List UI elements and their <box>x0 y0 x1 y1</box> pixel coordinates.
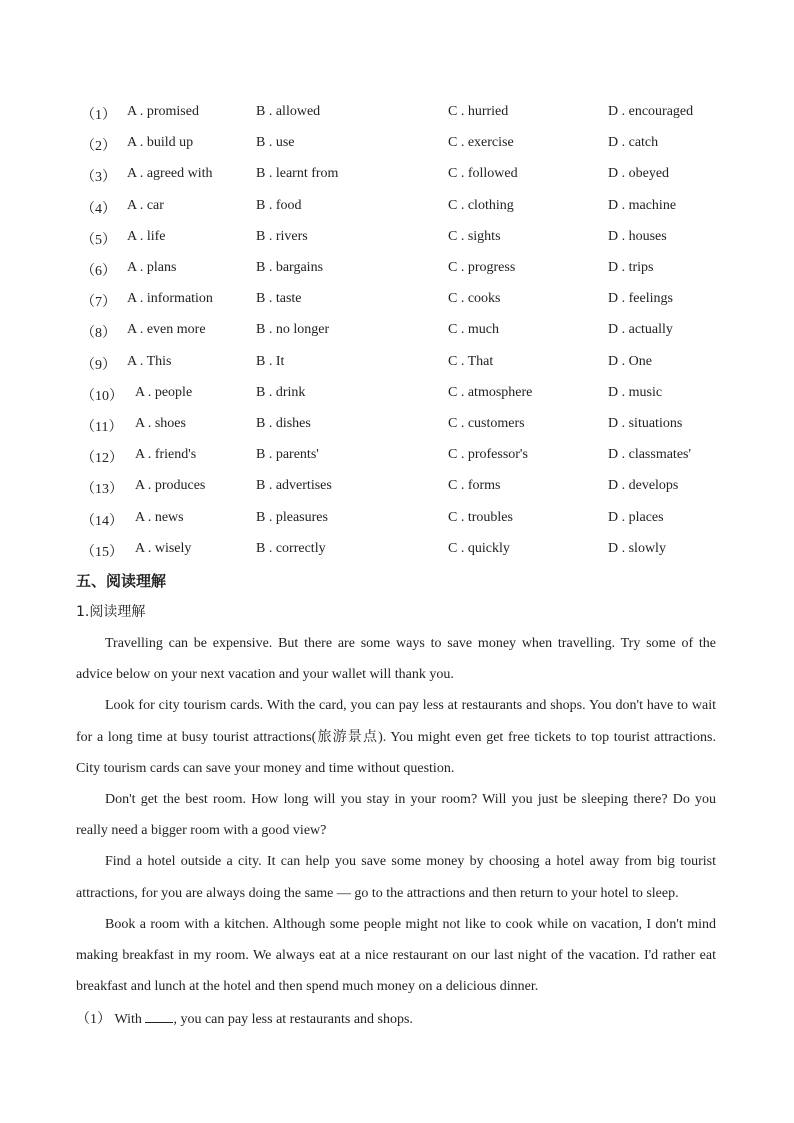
question-number: （4） <box>81 201 116 217</box>
option-a[interactable]: A . car <box>127 197 164 213</box>
option-c[interactable]: C . troubles <box>448 509 513 525</box>
option-b[interactable]: B . use <box>256 135 295 151</box>
question-suffix: , you can pay less at restaurants and shops. <box>173 1012 413 1027</box>
question-number: （12） <box>81 451 123 467</box>
choice-row <box>0 104 794 126</box>
choice-row <box>0 198 794 220</box>
option-b[interactable]: B . learnt from <box>256 166 339 182</box>
choice-row <box>0 447 794 469</box>
question-number: （13） <box>81 482 123 498</box>
option-b[interactable]: B . allowed <box>256 104 321 119</box>
question-number: （7） <box>81 295 116 311</box>
option-a[interactable]: A . news <box>135 509 184 525</box>
choice-row <box>0 229 794 251</box>
option-a[interactable]: A . promised <box>127 104 199 119</box>
option-d[interactable]: D . machine <box>608 197 677 213</box>
question-number: （10） <box>81 388 123 404</box>
option-c[interactable]: C . forms <box>448 478 501 494</box>
section-subtitle: 1.阅读理解 <box>76 604 146 620</box>
passage-paragraph: Travelling can be expensive. But there are some ways to save money when travelling. Try some of the advice below on your next vacation and your wallet will thank you. <box>76 636 716 683</box>
question-number: （11） <box>81 420 123 435</box>
option-a[interactable]: A . produces <box>135 478 206 494</box>
option-b[interactable]: B . correctly <box>256 540 326 556</box>
passage-paragraph: Book a room with a kitchen. Although some people might not like to cook while on vacation, I don't mind making breakfast in my room. We always eat at a nice restaurant on our last night of the vacation. I'd rather eat breakfast and lunch at the hotel and then spend much money on a delicious dinner. <box>76 916 716 995</box>
choice-row <box>0 541 794 563</box>
choice-row <box>0 291 794 313</box>
option-c[interactable]: C . hurried <box>448 104 509 119</box>
option-b[interactable]: B . drink <box>256 384 306 400</box>
question-number: （3） <box>81 170 116 186</box>
answer-blank[interactable] <box>145 1009 173 1023</box>
option-d[interactable]: D . houses <box>608 228 667 244</box>
option-d[interactable]: D . trips <box>608 260 654 275</box>
option-a[interactable]: A . build up <box>127 135 194 151</box>
option-b[interactable]: B . taste <box>256 291 302 307</box>
question-number: （15） <box>81 544 123 560</box>
option-a[interactable]: A . shoes <box>135 416 186 431</box>
option-c[interactable]: C . atmosphere <box>448 384 533 400</box>
option-c[interactable]: C . cooks <box>448 291 501 307</box>
option-b[interactable]: B . advertises <box>256 478 332 494</box>
option-b[interactable]: B . It <box>256 353 285 369</box>
choice-row <box>0 260 794 282</box>
option-d[interactable]: D . situations <box>608 416 683 431</box>
option-b[interactable]: B . pleasures <box>256 509 328 525</box>
question-prefix: With <box>114 1012 142 1027</box>
question-1 <box>76 1008 413 1028</box>
question-number: （9） <box>81 357 116 373</box>
question-number: （1） <box>76 1012 111 1027</box>
option-d[interactable]: D . obeyed <box>608 166 670 182</box>
option-c[interactable]: C . customers <box>448 416 525 431</box>
option-d[interactable]: D . catch <box>608 135 659 151</box>
option-a[interactable]: A . wisely <box>135 540 192 556</box>
option-d[interactable]: D . encouraged <box>608 104 694 119</box>
option-b[interactable]: B . dishes <box>256 416 311 431</box>
question-number: （2） <box>81 139 116 155</box>
option-b[interactable]: B . bargains <box>256 260 324 275</box>
option-c[interactable]: C . sights <box>448 228 501 244</box>
choice-row <box>0 385 794 407</box>
option-c[interactable]: C . clothing <box>448 197 514 213</box>
option-d[interactable]: D . places <box>608 509 664 525</box>
question-number: （8） <box>81 326 116 342</box>
choice-row <box>0 478 794 500</box>
option-b[interactable]: B . food <box>256 197 302 213</box>
option-d[interactable]: D . slowly <box>608 540 666 556</box>
option-a[interactable]: A . agreed with <box>127 166 213 182</box>
option-d[interactable]: D . feelings <box>608 291 673 307</box>
option-d[interactable]: D . develops <box>608 478 679 494</box>
option-a[interactable]: A . life <box>127 228 166 244</box>
option-c[interactable]: C . professor's <box>448 447 528 463</box>
option-a[interactable]: A . even more <box>127 322 206 338</box>
question-number: （5） <box>81 232 116 248</box>
question-number: （14） <box>81 513 123 529</box>
option-c[interactable]: C . followed <box>448 166 518 182</box>
passage-paragraph: Don't get the best room. How long will you stay in your room? Will you just be sleeping there? Do you really need a bigger room with a good view? <box>76 792 716 839</box>
choice-row <box>0 416 794 438</box>
reading-passage <box>76 628 716 1002</box>
passage-paragraph: Look for city tourism cards. With the card, you can pay less at restaurants and shops. You don't have to wait for a long time at busy tourist attractions(旅游景点). You might even get free tickets to top tourist attractions. City tourism cards can save your money and time without question. <box>76 698 716 776</box>
question-number: （1） <box>81 108 116 123</box>
choice-row <box>0 135 794 157</box>
option-c[interactable]: C . progress <box>448 260 516 275</box>
option-b[interactable]: B . no longer <box>256 322 330 338</box>
option-d[interactable]: D . music <box>608 384 663 400</box>
choice-row <box>0 510 794 532</box>
option-a[interactable]: A . plans <box>127 260 177 275</box>
option-b[interactable]: B . rivers <box>256 228 308 244</box>
option-a[interactable]: A . friend's <box>135 447 197 463</box>
option-c[interactable]: C . That <box>448 353 494 369</box>
option-b[interactable]: B . parents' <box>256 447 319 463</box>
choice-row <box>0 166 794 188</box>
section-title: 五、阅读理解 <box>76 572 167 590</box>
option-d[interactable]: D . actually <box>608 322 673 338</box>
option-a[interactable]: A . This <box>127 353 172 369</box>
choice-row <box>0 354 794 376</box>
option-c[interactable]: C . quickly <box>448 540 510 556</box>
choice-row <box>0 322 794 344</box>
passage-paragraph: Find a hotel outside a city. It can help you save some money by choosing a hotel away from big tourist attractions, for you are always doing the same — go to the attractions and then return to your hotel to sleep. <box>76 854 716 901</box>
option-d[interactable]: D . One <box>608 353 652 369</box>
option-c[interactable]: C . much <box>448 322 499 338</box>
option-a[interactable]: A . information <box>127 291 213 307</box>
option-c[interactable]: C . exercise <box>448 135 514 151</box>
option-a[interactable]: A . people <box>135 384 193 400</box>
question-number: （6） <box>81 264 116 279</box>
option-d[interactable]: D . classmates' <box>608 447 692 463</box>
